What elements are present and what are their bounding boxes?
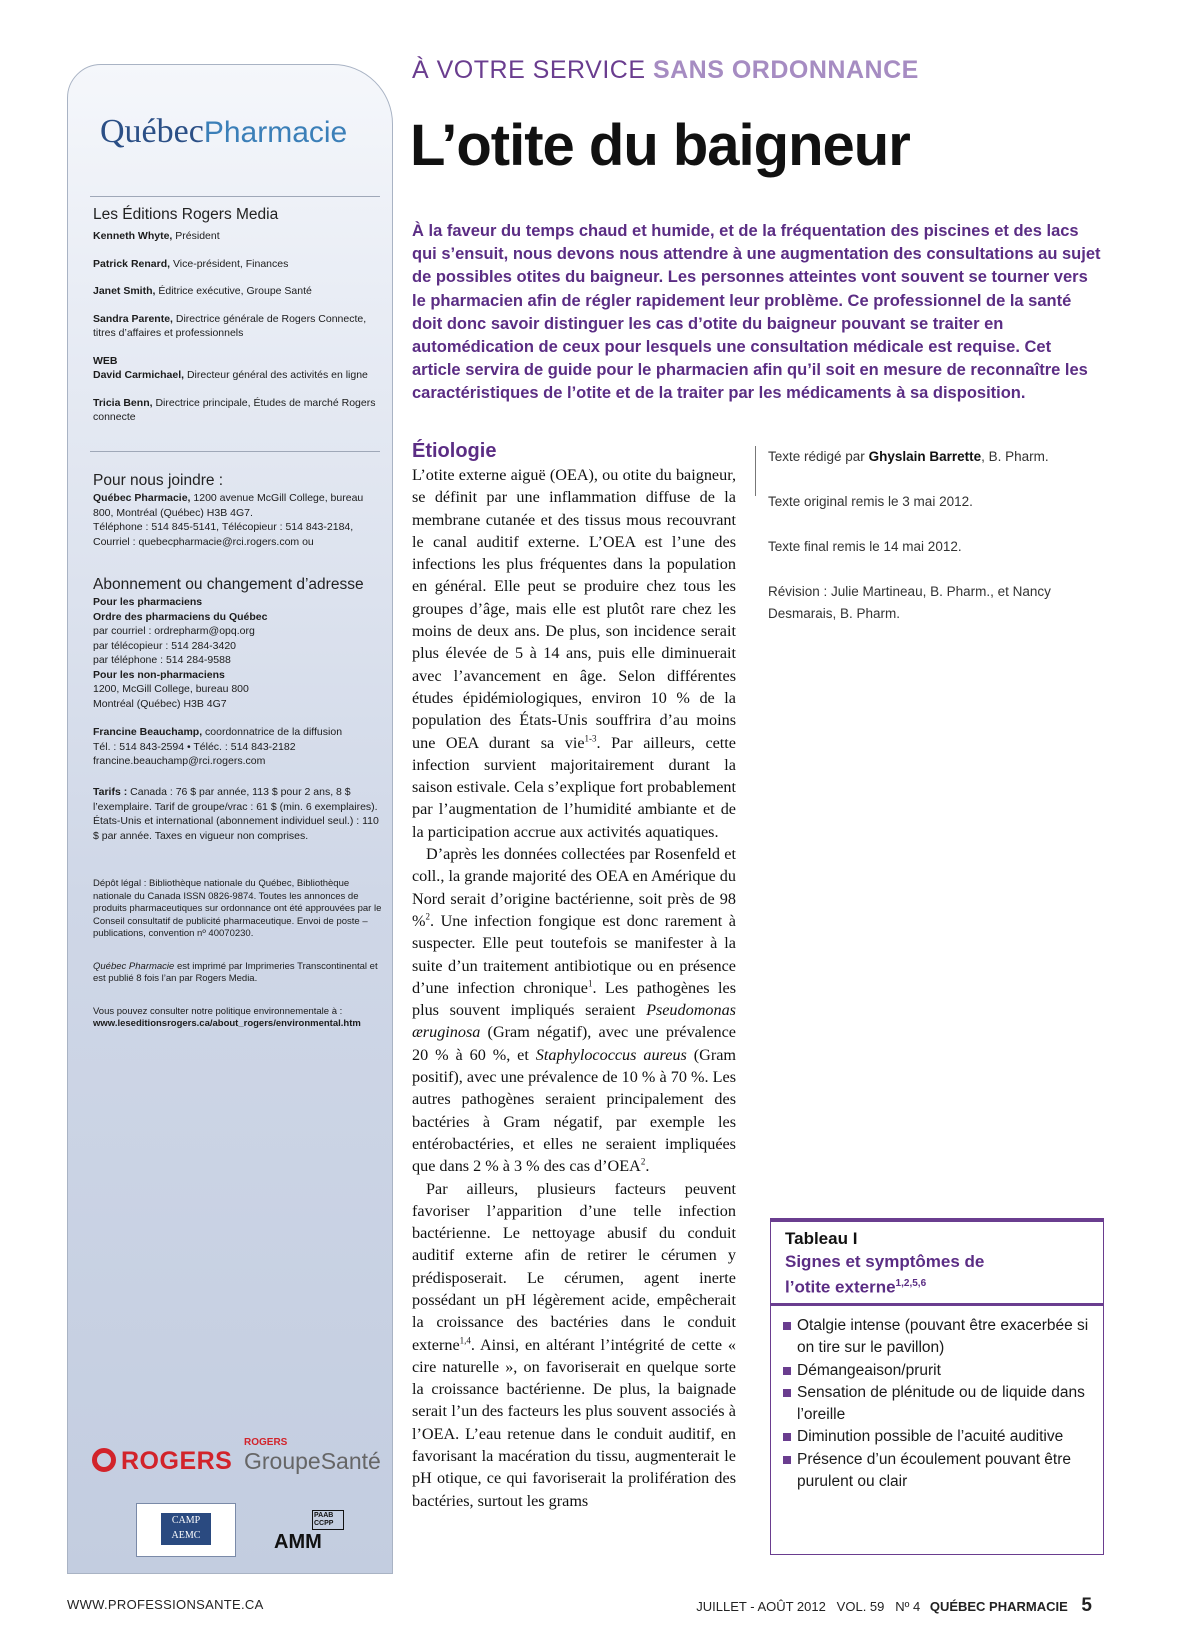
symptoms-list — [783, 1315, 1093, 1493]
revision-credit: Révision : Julie Martineau, B. Pharm., et Nancy Desmarais, B. Pharm. — [768, 584, 1051, 621]
quebec-pharmacie-logo: QuébecPharmacie — [100, 113, 348, 150]
bullet-square-icon — [783, 1456, 791, 1464]
list-item: Otalgie intense (pouvant être exacerbée si on tire sur le pavillon) — [783, 1315, 1093, 1360]
author-credit: Texte rédigé par Ghyslain Barrette, B. Pharm. — [768, 449, 1049, 464]
list-item: Diminution possible de l’acuité auditive — [783, 1426, 1093, 1448]
article-title: L’otite du baigneur — [410, 113, 910, 178]
list-item: Sensation de plénitude ou de liquide dans l’oreille — [783, 1382, 1093, 1427]
footer-website[interactable]: WWW.PROFESSIONSANTE.CA — [67, 1597, 264, 1612]
table-title: Signes et symptômes de l’otite externe$^{1,2,5,6}$ — [785, 1252, 985, 1297]
paragraph: L’otite externe aiguë (OEA), ou otite du baigneur, se définit par une inflammation diffuse de la membrane cutanée et des tissus mous recouvrant le canal auditif externe. L’OEA est l’une des infections les plus fréquentes dans la population en général. Elle peut se produire chez tous les groupes d’âge, mais elle est plutôt rare chez les moins de deux ans. De plus, son incidence serait plus élevée de 5 à 14 ans, puis elle diminuerait avec l’avancement en âge. Selon différentes études épidémiologiques, environ 10 % de la population des États-Unis souffrira d’au moins une OEA durant sa vie$^{1-3}$. Par ailleurs, cette infection survient majoritairement durant la saison estivale. Cela s’explique fort probablement par l’augmentation de l’humidité ambiante et de la participation accrue aux activités aquatiques. — [412, 466, 736, 841]
paab-logo: PAAB CCPP — [312, 1510, 344, 1530]
section-heading-etiologie: Étiologie — [412, 440, 497, 462]
page-number: 5 — [1081, 1595, 1092, 1616]
article-credits — [768, 446, 1098, 648]
staff-entry: Janet Smith, Éditrice exécutive, Groupe Santé — [93, 285, 312, 297]
contact-section: Pour nous joindre : Québec Pharmacie, 1200 avenue McGill College, bureau 800, Montréal (Québec) H3B 4G7. Téléphone : 514 845-5141, Télécopieur : 514 843-2184, Courriel : quebecpharmacie@rci.rogers.com ou — [93, 471, 383, 549]
rates-section: Tarifs : Canada : 76 $ par année, 113 $ pour 2 ans, 8 $ l’exemplaire. Tarif de groupe/vrac : 61 $ (min. 6 exemplaires). États-Unis et international (abonnement individuel seul.) : 110 $ par année. Taxes en vigueur non comprises. — [93, 786, 379, 842]
article-intro: À la faveur du temps chaud et humide, et de la fréquentation des piscines et des lacs qui s’ensuit, nous devons nous attendre à une augmentation des consultations au sujet de possibles otites du baigneur. Les personnes atteintes vont souvent se tourner vers le pharmacien afin de régler rapidement leur problème. Ce professionnel de la santé doit donc savoir distinguer les cas d’otite du baigneur pouvant se traiter en automédication de ceux pour lesquels une consultation médicale est requise. Cet article servira de guide pour le pharmacien afin qu’il soit en mesure de reconnaître les caractéristiques de l’otite et de la traiter par les médicaments à sa disposition. — [412, 222, 1101, 403]
list-item: Présence d’un écoulement pouvant être purulent ou clair — [783, 1449, 1093, 1494]
rogers-circle-icon — [92, 1448, 116, 1472]
subscription-section: Abonnement ou changement d’adresse Pour les pharmaciens Ordre des pharmaciens du Québec par courriel : ordrepharm@opq.org par télécopieur : 514 284-3420 par téléphone : 514 284-9588 Pour les non-pharmaciens 1200, McGill College, bureau 800 Montréal (Québec) H3B 4G7 Francine Beauchamp, coordonnatrice de la diffusion Tél. : 514 843-2594 • Téléc. : 514 843-2182 francine.beauchamp@rci.rogers.com — [93, 575, 383, 769]
table-label: Tableau I — [785, 1229, 858, 1248]
staff-entry: Sandra Parente, Directrice générale de Rogers Connecte, titres d’affaires et professionnels — [93, 312, 367, 339]
divider — [90, 196, 380, 197]
final-date: Texte final remis le 14 mai 2012. — [768, 539, 962, 554]
symptoms-table — [770, 1218, 1104, 1555]
footer-issue-info: JUILLET - AOÛT 2012 VOL. 59 Nº 4 QUÉBEC PHARMACIE 5 — [696, 1595, 1092, 1616]
legal-section: Dépôt légal : Bibliothèque nationale du Québec, Bibliothèque nationale du Canada ISSN 0826-9874. Toutes les annonces de produits pharmaceutiques sur ordonnance ont été approuvées par le Conseil consultatif de publicité pharmaceutique. Envoi de poste – publications, convention nº 40070230. Québec Pharmacie est imprimé par Imprimeries Transcontinental et est publié 8 fois l’an par Rogers Media. Vous pouvez consulter notre politique environnementale à : www.leseditionsrogers.ca/about_rogers/environmental.htm — [93, 878, 382, 1029]
column-rule — [755, 446, 756, 496]
subscription-heading: Abonnement ou changement d’adresse — [93, 576, 364, 593]
rogers-logo: ROGERS — [92, 1447, 232, 1476]
bullet-square-icon — [783, 1389, 791, 1397]
article-body — [412, 464, 736, 1512]
camp-aemc-logo: CAMP AEMC — [136, 1503, 236, 1557]
environmental-policy-link[interactable]: www.leseditionsrogers.ca/about_rogers/environmental.htm — [93, 1018, 361, 1029]
paragraph: Par ailleurs, plusieurs facteurs peuvent favoriser l’apparition d’une telle infection bactérienne. Le nettoyage abusif du conduit auditif externe afin de retirer le cérumen y prédisposerait. Le cérumen, agent inerte possédant un pH légèrement acide, empêcherait la croissance des bactéries dans le conduit externe$^{1,4}$. Ainsi, en altérant l’intégrité de cette « cire naturelle », on favoriserait en quelque sorte la croissance bactérienne. De plus, la baignade serait l’un des facteurs les plus souvent associés à l’OEA. L’eau retenue dans le conduit auditif, en favorisant la macération du tissu, augmenterait le pH otique, ce qui favoriserait la prolifération des bactéries, surtout les grams — [412, 1179, 736, 1510]
list-item: Démangeaison/prurit — [783, 1360, 1093, 1382]
publisher-heading: Les Éditions Rogers Media — [93, 206, 279, 223]
bullet-square-icon — [783, 1322, 791, 1330]
section-kicker: À VOTRE SERVICE SANS ORDONNANCE — [412, 56, 919, 84]
original-date: Texte original remis le 3 mai 2012. — [768, 494, 973, 509]
divider — [90, 451, 380, 452]
staff-entry: Kenneth Whyte, Président — [93, 230, 220, 242]
contact-heading: Pour nous joindre : — [93, 472, 224, 489]
table-divider — [770, 1303, 1104, 1306]
masthead-sidebar — [67, 64, 393, 1574]
bullet-square-icon — [783, 1433, 791, 1441]
staff-entry: Patrick Renard, Vice-président, Finances — [93, 257, 289, 270]
staff-entry: Tricia Benn, Directrice principale, Études de marché Rogers connecte — [93, 396, 376, 423]
amm-logo: AMM PAAB CCPP — [274, 1507, 344, 1557]
paragraph: D’après les données collectées par Rosenfeld et coll., la grande majorité des OEA en Amérique du Nord serait d’origine bactérienne, soit près de 98 %$^2$. Une infection fongique est donc rarement à suspecter. Elle peut toutefois se manifester à la suite d’un traitement antibiotique ou en présence d’une infection chronique$^1$. Les pathogènes les plus souvent impliqués seraient Pseudomonas æruginosa (Gram négatif), avec une prévalence 20 % à 60 %, et Staphylococcus aureus (Gram positif), avec une prévalence de 10 % à 70 %. Les autres pathogènes seraient principalement des bactéries à Gram négatif, par exemple les entérobactéries, et elles ne seraient impliquées que dans 2 % à 3 % des cas d’OEA$^2$. — [412, 845, 737, 1176]
publisher-section — [93, 205, 383, 438]
staff-entry: WEB David Carmichael, Directeur général des activités en ligne — [93, 354, 368, 381]
groupe-sante-logo: ROGERS GroupeSanté — [244, 1437, 381, 1474]
table-top-bar — [770, 1218, 1104, 1222]
bullet-square-icon — [783, 1367, 791, 1375]
